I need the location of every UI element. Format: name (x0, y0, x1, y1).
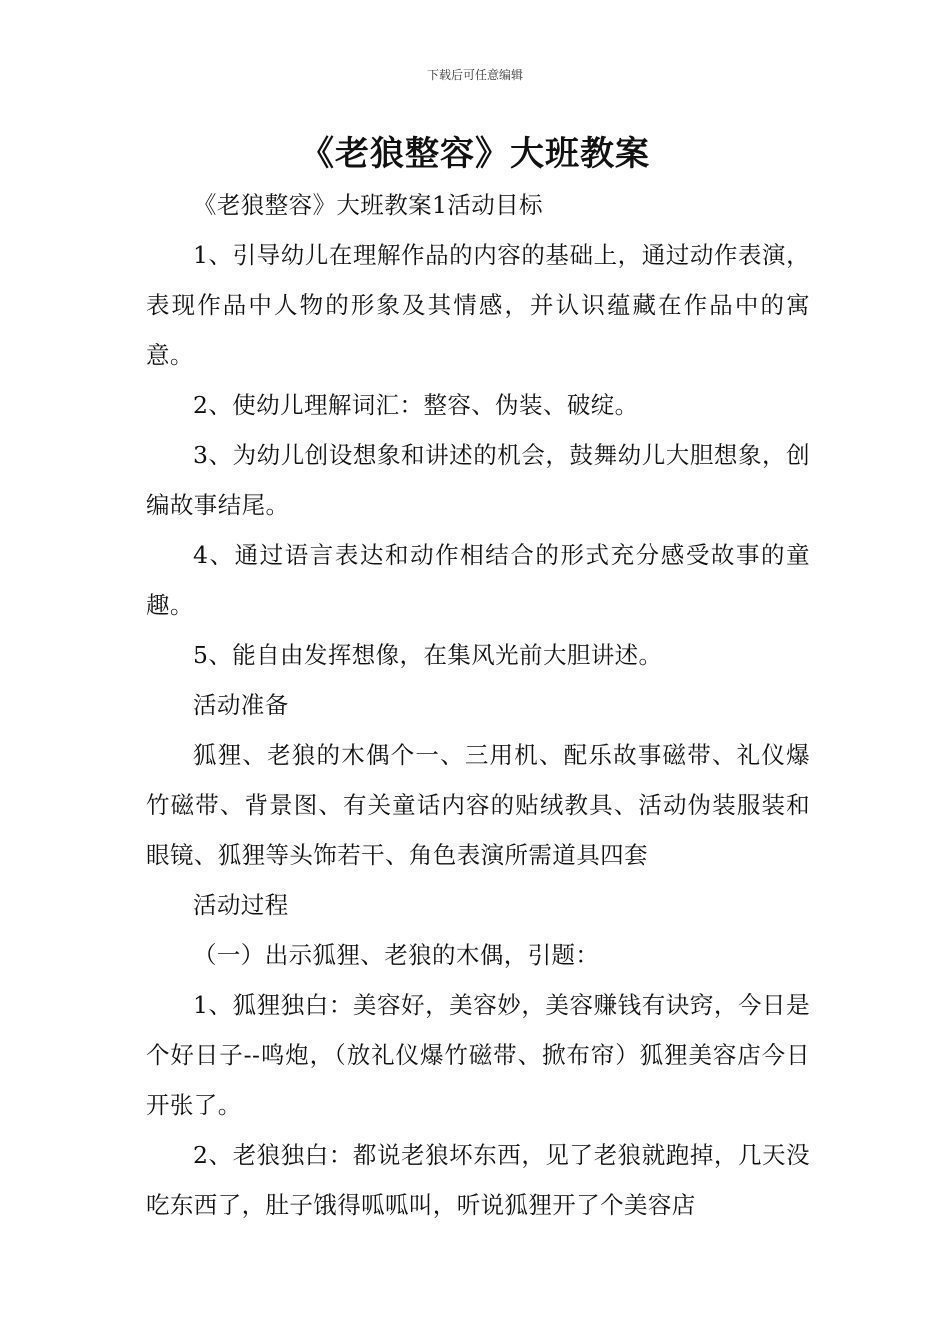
paragraph: 狐狸、老狼的木偶个一、三用机、配乐故事磁带、礼仪爆竹磁带、背景图、有关童话内容的贴绒教具、活动伪装服装和眼镜、狐狸等头饰若干、角色表演所需道具四套 (146, 741, 810, 869)
header-note: 下载后可任意编辑 (426, 68, 523, 82)
paragraph: 1、狐狸独白：美容好，美容妙，美容赚钱有诀窍，今日是个好日子--鸣炮，（放礼仪爆竹磁带、掀布帘）狐狸美容店今日开张了。 (146, 991, 810, 1119)
document-body (146, 180, 810, 1230)
paragraph: 2、使幼儿理解词汇：整容、伪装、破绽。 (193, 391, 639, 419)
paragraph: 2、老狼独白：都说老狼坏东西，见了老狼就跑掉，几天没吃东西了，肚子饿得呱呱叫，听说狐狸开了个美容店 (146, 1141, 810, 1219)
paragraph: 4、通过语言表达和动作相结合的形式充分感受故事的童趣。 (146, 541, 810, 619)
page-title: 《老狼整容》大班教案 (300, 134, 650, 174)
paragraph: 3、为幼儿创设想象和讲述的机会，鼓舞幼儿大胆想象，创编故事结尾。 (146, 441, 810, 519)
paragraph: （一）出示狐狸、老狼的木偶，引题： (193, 941, 600, 969)
paragraph: 5、能自由发挥想像，在集风光前大胆讲述。 (193, 641, 663, 669)
section-heading: 活动准备 (193, 691, 289, 719)
paragraph: 1、引导幼儿在理解作品的内容的基础上，通过动作表演，表现作品中人物的形象及其情感，并认识蕴藏在作品中的寓意。 (146, 241, 810, 369)
section-heading: 活动过程 (193, 891, 289, 919)
paragraph: 《老狼整容》大班教案1活动目标 (193, 191, 543, 219)
